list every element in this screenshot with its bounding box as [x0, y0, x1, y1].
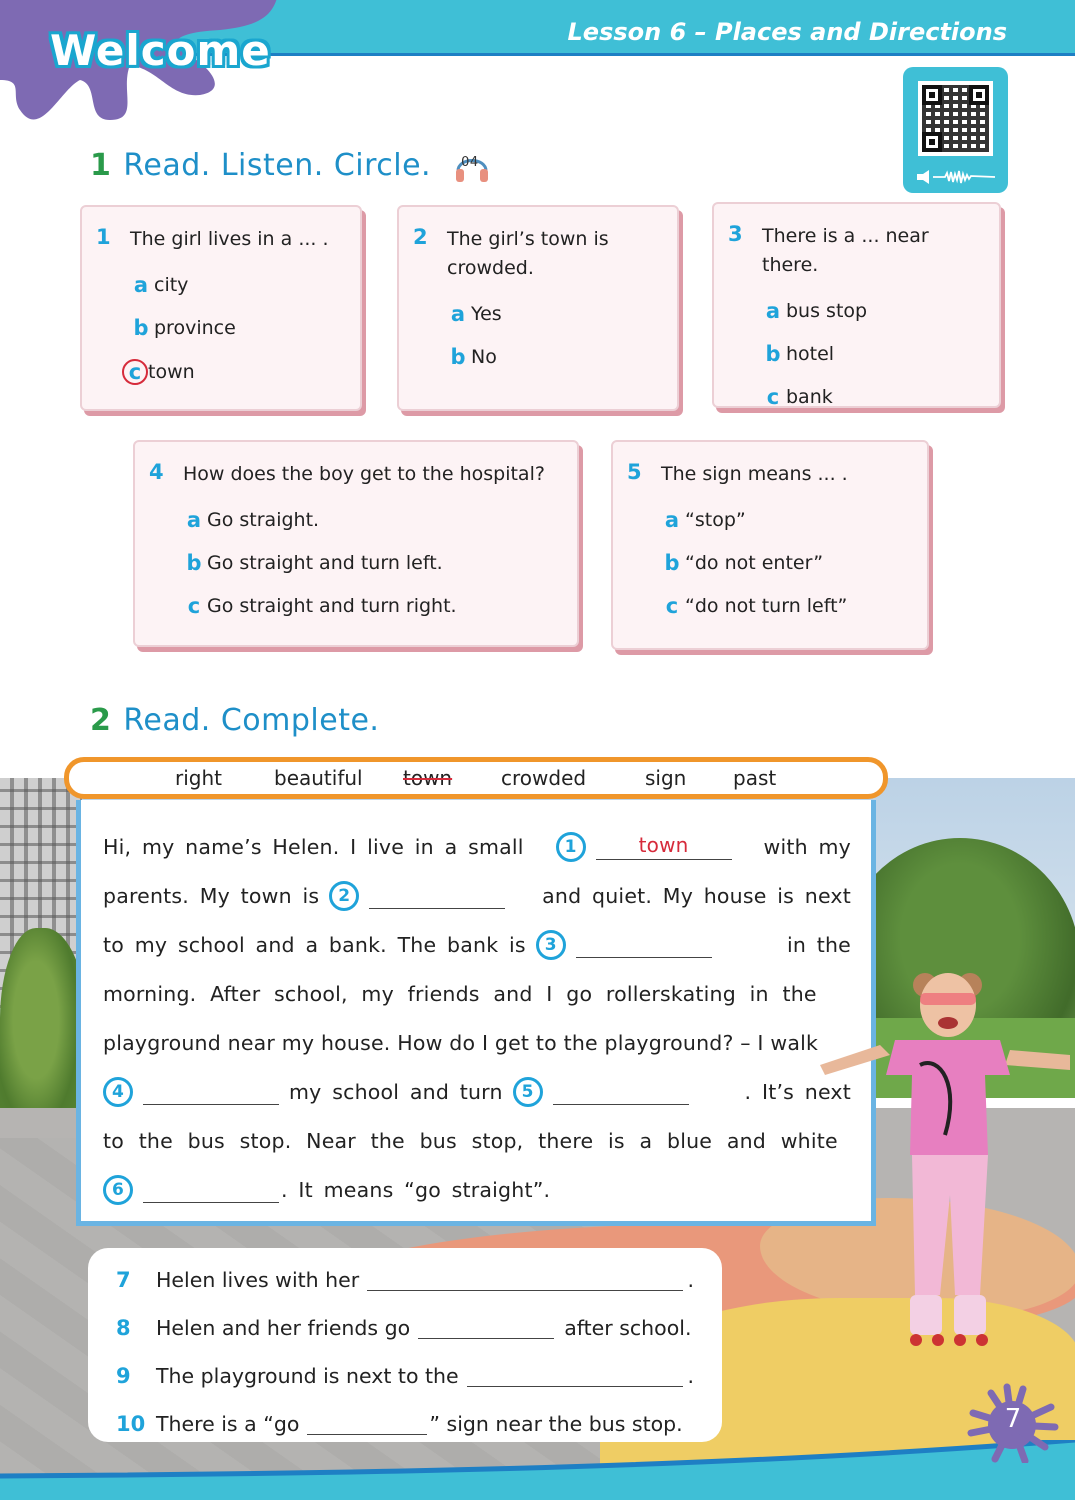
option-c-circled[interactable] — [126, 359, 346, 385]
question-number: 3 — [728, 222, 743, 246]
option-b[interactable] — [447, 345, 663, 369]
option-letter: a — [765, 299, 781, 323]
exercise-number: 1 — [90, 148, 112, 183]
qr-code-audio-icon[interactable] — [903, 67, 1008, 193]
option-letter: c — [766, 385, 780, 409]
question-number: 8 — [116, 1316, 131, 1340]
passage-text: Hi, my name’s Helen. I live in a small — [103, 834, 524, 859]
page-number: 7 — [1004, 1404, 1022, 1434]
option-a[interactable] — [183, 508, 563, 532]
word-bank-item-used: town — [403, 766, 453, 790]
gap-3-blank[interactable] — [576, 932, 712, 958]
gap-4-blank[interactable] — [143, 1079, 279, 1105]
option-a[interactable] — [447, 302, 663, 326]
option-c[interactable] — [183, 594, 563, 618]
option-letter: b — [664, 551, 680, 575]
option-a[interactable] — [661, 508, 913, 532]
option-letter: a — [186, 508, 202, 532]
question-text: . — [687, 1364, 694, 1388]
option-letter: b — [186, 551, 202, 575]
passage-text: to my school and a bank. The bank is — [103, 932, 526, 957]
passage-text: morning. After school, my friends and I go rollerskating in the — [103, 981, 817, 1006]
option-text: bank — [786, 386, 833, 408]
question-text: . — [687, 1268, 694, 1292]
option-text: city — [154, 274, 189, 296]
question-text: ” sign near the bus stop. — [429, 1412, 683, 1436]
option-letter: c — [665, 594, 679, 618]
option-text: “do not enter” — [685, 552, 824, 574]
passage-text: with my — [763, 834, 851, 859]
option-letter: a — [133, 273, 149, 297]
reading-passage — [76, 800, 876, 1226]
circled-answer-letter: c — [122, 359, 148, 385]
girl-rollerskating-photo — [820, 925, 1070, 1375]
passage-text: to the bus stop. Near the bus stop, there is a blue and white — [103, 1128, 838, 1153]
option-text: “do not turn left” — [685, 595, 848, 617]
question-card-1 — [80, 205, 362, 411]
qr-code — [918, 81, 993, 156]
question-text: How does the boy get to the hospital? — [183, 463, 545, 485]
word-bank-item: past — [733, 766, 777, 790]
option-letter: b — [765, 342, 781, 366]
sound-wave-icon — [915, 169, 997, 185]
question-card-5 — [611, 440, 929, 650]
gap-number: 6 — [103, 1175, 133, 1205]
question-8 — [116, 1304, 694, 1352]
passage-text: playground near my house. How do I get to the playground? – I walk — [103, 1030, 819, 1055]
passage-text: and quiet. My house is next — [542, 883, 851, 908]
option-a[interactable] — [130, 273, 346, 297]
answer-blank[interactable] — [307, 1413, 427, 1435]
unit-title: Welcome — [50, 26, 271, 75]
passage-text: in the — [786, 932, 851, 957]
answer-blank[interactable] — [418, 1317, 554, 1339]
gap-1-answer[interactable]: town — [596, 834, 732, 860]
gap-number: 2 — [329, 881, 359, 911]
question-number: 10 — [116, 1412, 146, 1436]
question-text: Helen and her friends go — [156, 1316, 411, 1340]
option-a[interactable] — [762, 299, 985, 323]
question-number: 5 — [627, 460, 642, 484]
word-bank-item: right — [175, 766, 222, 790]
option-text: town — [148, 361, 195, 383]
answer-blank[interactable] — [367, 1269, 683, 1291]
question-9 — [116, 1352, 694, 1400]
question-number: 7 — [116, 1268, 131, 1292]
question-text: The sign means ... . — [661, 463, 848, 485]
option-text: Go straight and turn right. — [207, 595, 457, 617]
option-text: province — [154, 317, 236, 339]
option-text: No — [471, 346, 497, 368]
question-7 — [116, 1256, 694, 1304]
question-card-3 — [712, 202, 1001, 408]
exercise-1-heading — [90, 148, 491, 185]
exercise-title: Read. Listen. Circle. — [123, 148, 432, 183]
question-card-4 — [133, 440, 579, 647]
option-letter: a — [450, 302, 466, 326]
headphones-icon[interactable] — [453, 149, 491, 185]
option-letter: b — [133, 316, 149, 340]
answer-blank[interactable] — [467, 1365, 684, 1387]
question-number: 4 — [149, 460, 164, 484]
option-c[interactable] — [661, 594, 913, 618]
gap-5-blank[interactable] — [553, 1079, 689, 1105]
question-text: There is a ... near there. — [762, 225, 929, 276]
option-b[interactable] — [130, 316, 346, 340]
option-text: Yes — [471, 303, 502, 325]
option-c[interactable] — [762, 385, 985, 409]
question-text: The girl lives in a ... . — [130, 228, 329, 250]
lesson-title: Lesson 6 – Places and Directions — [567, 18, 1007, 46]
option-text: bus stop — [786, 300, 868, 322]
word-bank-item: crowded — [501, 766, 587, 790]
question-number: 9 — [116, 1364, 131, 1388]
question-number: 1 — [96, 225, 111, 249]
option-text: “stop” — [685, 509, 746, 531]
option-text: Go straight and turn left. — [207, 552, 443, 574]
option-text: Go straight. — [207, 509, 320, 531]
option-b[interactable] — [183, 551, 563, 575]
gap-number: 4 — [103, 1077, 133, 1107]
option-b[interactable] — [661, 551, 913, 575]
footer-wave — [0, 1440, 1075, 1500]
gap-number: 3 — [536, 930, 566, 960]
word-bank — [64, 757, 888, 799]
question-text: There is a “go — [156, 1412, 300, 1436]
question-text: The girl’s town is crowded. — [447, 228, 609, 279]
comprehension-questions — [88, 1248, 722, 1442]
option-b[interactable] — [762, 342, 985, 366]
option-letter: b — [450, 345, 466, 369]
question-number: 2 — [413, 225, 428, 249]
audio-track-number: 04 — [461, 154, 479, 170]
gap-number: 1 — [556, 832, 586, 862]
exercise-2-heading — [90, 703, 379, 738]
question-text: after school. — [564, 1316, 692, 1340]
exercise-number: 2 — [90, 703, 112, 738]
gap-number: 5 — [513, 1077, 543, 1107]
option-text: hotel — [786, 343, 835, 365]
passage-text: . It’s next — [744, 1079, 851, 1104]
question-text: The playground is next to the — [156, 1364, 459, 1388]
passage-text: . It means “go straight”. — [281, 1177, 551, 1202]
passage-text: my school and turn — [289, 1079, 503, 1104]
exercise-title: Read. Complete. — [123, 703, 380, 738]
passage-text: parents. My town is — [103, 883, 320, 908]
option-letter: c — [187, 594, 201, 618]
gap-2-blank[interactable] — [369, 883, 505, 909]
question-card-2 — [397, 205, 679, 411]
word-bank-item: sign — [645, 766, 687, 790]
word-bank-item: beautiful — [274, 766, 363, 790]
gap-6-blank[interactable] — [143, 1177, 279, 1203]
option-letter: a — [664, 508, 680, 532]
question-text: Helen lives with her — [156, 1268, 360, 1292]
